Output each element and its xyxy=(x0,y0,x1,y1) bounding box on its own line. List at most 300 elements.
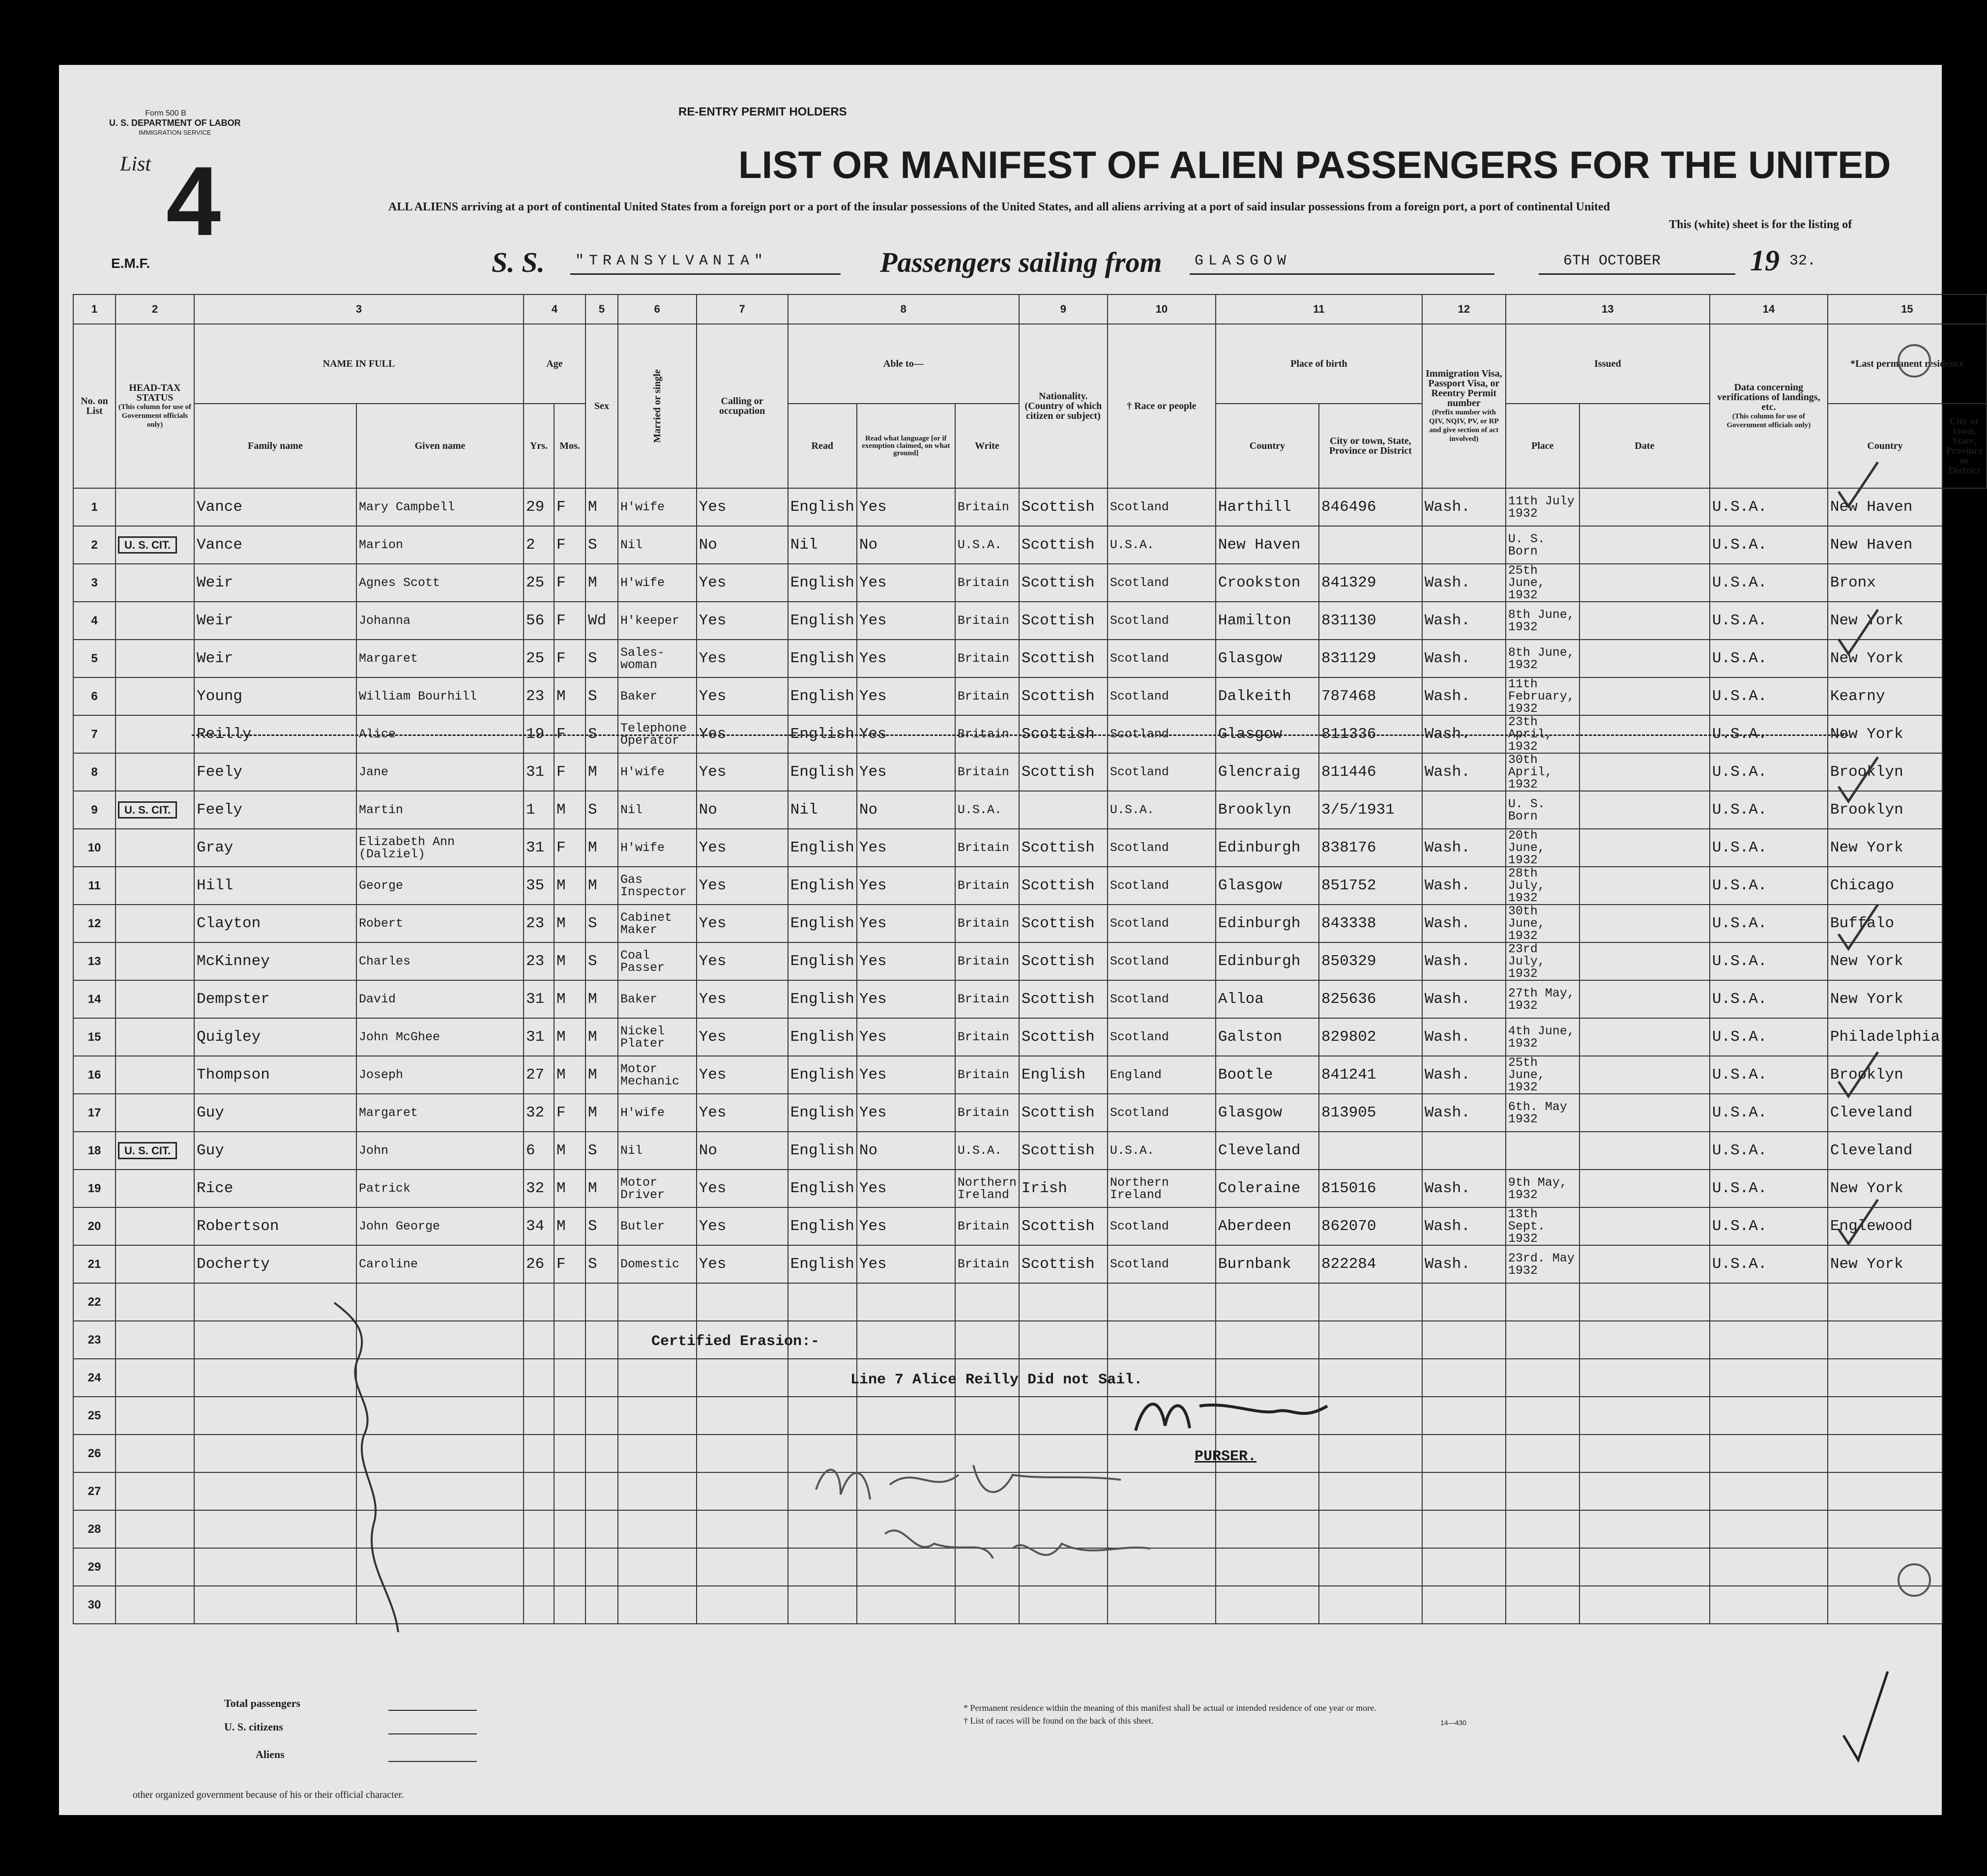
verifications-header xyxy=(1710,324,1828,488)
marital-status xyxy=(585,1359,618,1397)
verifications xyxy=(1579,1359,1710,1397)
verifications xyxy=(1579,488,1710,526)
row-number: 16 xyxy=(73,1056,116,1094)
marital-status: M xyxy=(585,829,618,867)
nationality: Britain xyxy=(955,942,1019,980)
head-tax-cell xyxy=(116,1283,194,1321)
birth-country: U.S.A. xyxy=(1108,526,1216,564)
head-tax-cell xyxy=(116,640,194,677)
read-language xyxy=(788,1397,857,1435)
total-passengers-label: Total passengers xyxy=(224,1697,301,1709)
res-city-header: City or town, State, Province or District xyxy=(1942,404,1987,488)
birth-city: Galston xyxy=(1216,1018,1319,1056)
residence-city: New York xyxy=(1828,942,1942,980)
issued-header: Issued xyxy=(1506,324,1710,404)
issued-date: U. S. Born xyxy=(1506,791,1579,829)
residence-country: U.S.A. xyxy=(1710,602,1828,640)
country-header: Country xyxy=(1216,404,1319,488)
can-read xyxy=(697,1397,788,1435)
given-name: Marion xyxy=(356,526,524,564)
age-years: 26 xyxy=(524,1245,554,1283)
can-read xyxy=(697,1283,788,1321)
birth-country: U.S.A. xyxy=(1108,791,1216,829)
marital-status: S xyxy=(585,791,618,829)
age-years: 23 xyxy=(524,905,554,942)
occupation: Coal Passer xyxy=(618,942,697,980)
race xyxy=(1019,1321,1108,1359)
head-tax-cell xyxy=(116,602,194,640)
age-years: 1 xyxy=(524,791,554,829)
issued-place xyxy=(1422,1586,1506,1624)
can-write: Yes xyxy=(857,602,955,640)
subtitle-line1: ALL ALIENS arriving at a port of continental United States from a foreign port or a port of the insular possessions of the United States, and all aliens arriving at a port of said insular possessions from a foreign port, a port of continental United xyxy=(388,201,1610,213)
row-number: 9 xyxy=(73,791,116,829)
read-language: English xyxy=(788,867,857,905)
last-residence-header: *Last permanent residence xyxy=(1828,324,1987,404)
age-years: 23 xyxy=(524,677,554,715)
nationality: Britain xyxy=(955,867,1019,905)
birth-country: England xyxy=(1108,1056,1216,1094)
marital-status xyxy=(585,1435,618,1472)
residence-city xyxy=(1828,1472,1942,1510)
residence-country: U.S.A. xyxy=(1710,829,1828,867)
issued-place: Wash. xyxy=(1422,1018,1506,1056)
residence-country: U.S.A. xyxy=(1710,1018,1828,1056)
row-number: 17 xyxy=(73,1094,116,1132)
given-name: Margaret xyxy=(356,1094,524,1132)
date-underline xyxy=(1539,273,1735,275)
sex: M xyxy=(554,1207,585,1245)
occupation: H'wife xyxy=(618,564,697,602)
marital-status: M xyxy=(585,867,618,905)
nationality: U.S.A. xyxy=(955,791,1019,829)
race: Scottish xyxy=(1019,980,1108,1018)
residence-country: U.S.A. xyxy=(1710,1132,1828,1170)
married-header-text: Married or single xyxy=(651,369,663,443)
birth-city: Aberdeen xyxy=(1216,1207,1319,1245)
residence-city: New York xyxy=(1828,829,1942,867)
verifications xyxy=(1579,942,1710,980)
verifications xyxy=(1579,1397,1710,1435)
read-language: English xyxy=(788,564,857,602)
family-name: Weir xyxy=(194,564,356,602)
age-years: 31 xyxy=(524,980,554,1018)
age-years xyxy=(524,1472,554,1510)
occupation: H'wife xyxy=(618,829,697,867)
visa-number: 829802 xyxy=(1319,1018,1422,1056)
residence-city: Cleveland xyxy=(1828,1132,1942,1170)
verifications xyxy=(1579,1548,1710,1586)
issued-date: 23rd July, 1932 xyxy=(1506,942,1579,980)
verifications xyxy=(1579,1207,1710,1245)
issued-date xyxy=(1506,1586,1579,1624)
issued-place xyxy=(1422,1132,1506,1170)
marital-status: S xyxy=(585,1132,618,1170)
can-read: Yes xyxy=(697,602,788,640)
race: Scottish xyxy=(1019,942,1108,980)
row-number: 23 xyxy=(73,1321,116,1359)
marital-status: Wd xyxy=(585,602,618,640)
age-years xyxy=(524,1548,554,1586)
birth-country: Scotland xyxy=(1108,1094,1216,1132)
age-years: 31 xyxy=(524,829,554,867)
age-years xyxy=(524,1435,554,1472)
visa-number: 846496 xyxy=(1319,488,1422,526)
sex: M xyxy=(554,1018,585,1056)
race xyxy=(1019,791,1108,829)
age-years xyxy=(524,1359,554,1397)
birth-city: Harthill xyxy=(1216,488,1319,526)
marital-status: S xyxy=(585,677,618,715)
birth-country: Scotland xyxy=(1108,602,1216,640)
birth-country: Scotland xyxy=(1108,753,1216,791)
head-tax-header xyxy=(116,324,194,488)
birth-city: Glasgow xyxy=(1216,640,1319,677)
row-number: 20 xyxy=(73,1207,116,1245)
residence-country xyxy=(1710,1321,1828,1359)
race: Scottish xyxy=(1019,715,1108,753)
marital-status: M xyxy=(585,1094,618,1132)
given-name: Caroline xyxy=(356,1245,524,1283)
can-read: Yes xyxy=(697,1018,788,1056)
residence-country xyxy=(1710,1548,1828,1586)
sex: F xyxy=(554,829,585,867)
row-number: 5 xyxy=(73,640,116,677)
row-number: 6 xyxy=(73,677,116,715)
visa-number xyxy=(1319,1283,1422,1321)
issued-date: 4th June, 1932 xyxy=(1506,1018,1579,1056)
residence-country: U.S.A. xyxy=(1710,942,1828,980)
head-tax-cell xyxy=(116,1586,194,1624)
age-years: 32 xyxy=(524,1094,554,1132)
verifications xyxy=(1579,677,1710,715)
head-tax-cell xyxy=(116,1245,194,1283)
can-write: No xyxy=(857,526,955,564)
row-number: 8 xyxy=(73,753,116,791)
residence-city: Bronx xyxy=(1828,564,1942,602)
residence-country: U.S.A. xyxy=(1710,488,1828,526)
occupation: Cabinet Maker xyxy=(618,905,697,942)
issued-place xyxy=(1422,1321,1506,1359)
can-write: Yes xyxy=(857,1207,955,1245)
given-name: Jane xyxy=(356,753,524,791)
visa-number: 813905 xyxy=(1319,1094,1422,1132)
family-name: Weir xyxy=(194,602,356,640)
occupation: H'keeper xyxy=(618,602,697,640)
residence-country xyxy=(1710,1435,1828,1472)
residence-city: Brooklyn xyxy=(1828,753,1942,791)
verifications xyxy=(1579,1510,1710,1548)
race: Scottish xyxy=(1019,1245,1108,1283)
table-row xyxy=(73,526,1987,564)
subtitle-line2: This (white) sheet is for the listing of xyxy=(1669,218,1852,231)
residence-country: U.S.A. xyxy=(1710,980,1828,1018)
column-numbers-row xyxy=(73,294,1987,324)
col-number: 7 xyxy=(697,294,788,324)
issued-date xyxy=(1506,1321,1579,1359)
binding-hole xyxy=(1898,1563,1931,1597)
place-header: Place xyxy=(1506,404,1579,488)
sex xyxy=(554,1283,585,1321)
age-years: 6 xyxy=(524,1132,554,1170)
visa-number xyxy=(1319,1548,1422,1586)
row-number: 19 xyxy=(73,1170,116,1207)
nationality: Northern Ireland xyxy=(955,1170,1019,1207)
nationality: Britain xyxy=(955,905,1019,942)
occupation: Nickel Plater xyxy=(618,1018,697,1056)
head-tax-cell xyxy=(116,715,194,753)
col-number: 14 xyxy=(1710,294,1828,324)
visa-number: 831129 xyxy=(1319,640,1422,677)
head-tax-cell xyxy=(116,942,194,980)
sex: M xyxy=(554,1132,585,1170)
can-write: Yes xyxy=(857,640,955,677)
read-language: English xyxy=(788,1094,857,1132)
head-tax-cell xyxy=(116,564,194,602)
family-name: Dempster xyxy=(194,980,356,1018)
issued-place xyxy=(1422,1435,1506,1472)
department: U. S. DEPARTMENT OF LABOR xyxy=(109,118,241,128)
sex xyxy=(554,1548,585,1586)
birth-city: Glencraig xyxy=(1216,753,1319,791)
can-write: Yes xyxy=(857,1056,955,1094)
verifications-title: Data concerning verifications of landings, etc. xyxy=(1717,382,1820,412)
nationality: Britain xyxy=(955,1207,1019,1245)
verifications xyxy=(1579,1435,1710,1472)
table-row xyxy=(73,488,1987,526)
given-name: William Bourhill xyxy=(356,677,524,715)
residence-country xyxy=(1710,1586,1828,1624)
birth-country: Scotland xyxy=(1108,1207,1216,1245)
write-header: Write xyxy=(955,404,1019,488)
issued-date xyxy=(1506,1132,1579,1170)
family-name: McKinney xyxy=(194,942,356,980)
list-number: 4 xyxy=(166,147,221,256)
read-language xyxy=(788,1359,857,1397)
marital-status: S xyxy=(585,640,618,677)
residence-country: U.S.A. xyxy=(1710,526,1828,564)
given-name: Robert xyxy=(356,905,524,942)
occupation xyxy=(618,1283,697,1321)
emf-label: E.M.F. xyxy=(111,256,150,271)
visa-number: 787468 xyxy=(1319,677,1422,715)
occupation: Motor Mechanic xyxy=(618,1056,697,1094)
residence-country: U.S.A. xyxy=(1710,753,1828,791)
sex xyxy=(554,1510,585,1548)
sex: M xyxy=(554,905,585,942)
visa-title: Immigration Visa, Passport Visa, or Reentry Permit number xyxy=(1426,368,1502,409)
table-row xyxy=(73,980,1987,1018)
birth-country xyxy=(1108,1321,1216,1359)
sex: M xyxy=(554,942,585,980)
given-name: Charles xyxy=(356,942,524,980)
visa-number xyxy=(1319,1321,1422,1359)
issued-place: Wash. xyxy=(1422,905,1506,942)
ship-underline xyxy=(570,273,841,275)
nationality xyxy=(955,1321,1019,1359)
residence-country: U.S.A. xyxy=(1710,715,1828,753)
header-row-1 xyxy=(73,324,1987,404)
birth-country: Scotland xyxy=(1108,488,1216,526)
can-read: Yes xyxy=(697,905,788,942)
residence-city: Brooklyn xyxy=(1828,791,1942,829)
family-name: Thompson xyxy=(194,1056,356,1094)
issued-place: Wash. xyxy=(1422,1245,1506,1283)
sex: F xyxy=(554,488,585,526)
marital-status xyxy=(585,1472,618,1510)
nationality: Britain xyxy=(955,602,1019,640)
residence-city xyxy=(1828,1510,1942,1548)
res-country-header: Country xyxy=(1828,404,1942,488)
occupation: H'wife xyxy=(618,488,697,526)
verifications xyxy=(1579,1472,1710,1510)
verifications xyxy=(1579,867,1710,905)
purser-label: PURSER. xyxy=(1195,1448,1257,1465)
city-header: City or town, State, Province or District xyxy=(1319,404,1422,488)
residence-city: New York xyxy=(1828,640,1942,677)
residence-city: Philadelphia xyxy=(1828,1018,1942,1056)
family-name: Hill xyxy=(194,867,356,905)
col-number: 8 xyxy=(788,294,1019,324)
marital-status xyxy=(585,1586,618,1624)
birth-country: Scotland xyxy=(1108,867,1216,905)
birth-city xyxy=(1216,1283,1319,1321)
col-number: 10 xyxy=(1108,294,1216,324)
occupation: Baker xyxy=(618,677,697,715)
visa-number: 841241 xyxy=(1319,1056,1422,1094)
verifications xyxy=(1579,602,1710,640)
age-years: 32 xyxy=(524,1170,554,1207)
head-tax-cell xyxy=(116,1094,194,1132)
marital-status: S xyxy=(585,905,618,942)
col-number: 6 xyxy=(618,294,697,324)
port-name: GLASGOW xyxy=(1195,253,1291,269)
residence-city: Chicago xyxy=(1828,867,1942,905)
visa-number xyxy=(1319,1586,1422,1624)
race: Scottish xyxy=(1019,677,1108,715)
issued-date xyxy=(1506,1435,1579,1472)
sex: F xyxy=(554,715,585,753)
can-read xyxy=(697,1359,788,1397)
residence-country xyxy=(1710,1397,1828,1435)
nationality: Britain xyxy=(955,677,1019,715)
verifications xyxy=(1579,1586,1710,1624)
issued-place: Wash. xyxy=(1422,715,1506,753)
table-row xyxy=(73,564,1987,602)
residence-country: U.S.A. xyxy=(1710,564,1828,602)
can-read xyxy=(697,1435,788,1472)
marital-status: S xyxy=(585,715,618,753)
can-write: Yes xyxy=(857,677,955,715)
head-tax-cell xyxy=(116,1056,194,1094)
occupation: Nil xyxy=(618,1132,697,1170)
read-language: English xyxy=(788,602,857,640)
read-language: English xyxy=(788,1245,857,1283)
col-number: 3 xyxy=(194,294,524,324)
row-number: 11 xyxy=(73,867,116,905)
age-years: 19 xyxy=(524,715,554,753)
sex xyxy=(554,1472,585,1510)
sex: F xyxy=(554,1094,585,1132)
birth-country: Scotland xyxy=(1108,1245,1216,1283)
us-citizen-stamp: U. S. CIT. xyxy=(118,801,177,819)
family-name-header: Family name xyxy=(194,404,356,488)
can-read: Yes xyxy=(697,867,788,905)
sex: F xyxy=(554,640,585,677)
can-write: Yes xyxy=(857,1094,955,1132)
given-name: Margaret xyxy=(356,640,524,677)
visa-number: 811446 xyxy=(1319,753,1422,791)
head-tax-cell xyxy=(116,905,194,942)
handwritten-signature xyxy=(806,1445,1249,1593)
family-name: Guy xyxy=(194,1132,356,1170)
can-write: Yes xyxy=(857,564,955,602)
can-write: Yes xyxy=(857,1245,955,1283)
can-read: Yes xyxy=(697,488,788,526)
residence-city: New York xyxy=(1828,1245,1942,1283)
can-read: Yes xyxy=(697,715,788,753)
issued-place: Wash. xyxy=(1422,1207,1506,1245)
issued-date: 8th June, 1932 xyxy=(1506,640,1579,677)
read-language: English xyxy=(788,1170,857,1207)
birth-city: Edinburgh xyxy=(1216,829,1319,867)
row-number: 24 xyxy=(73,1359,116,1397)
can-write: Yes xyxy=(857,867,955,905)
row-number: 28 xyxy=(73,1510,116,1548)
race-header: † Race or people xyxy=(1108,324,1216,488)
sex xyxy=(554,1397,585,1435)
can-write: Yes xyxy=(857,488,955,526)
footnote-races: † List of races will be found on the back of this sheet. xyxy=(964,1716,1154,1726)
birth-city xyxy=(1216,1321,1319,1359)
col-number: 1 xyxy=(73,294,116,324)
binding-hole xyxy=(1898,344,1931,378)
footnote-residence: * Permanent residence within the meaning of this manifest shall be actual or intended residence of one year or more. xyxy=(964,1703,1376,1713)
race: Scottish xyxy=(1019,602,1108,640)
line7-strikethrough xyxy=(192,734,1848,736)
year-prefix: 19 xyxy=(1750,244,1780,277)
birth-city: Edinburgh xyxy=(1216,905,1319,942)
can-read: No xyxy=(697,791,788,829)
residence-city: New York xyxy=(1828,980,1942,1018)
issued-date xyxy=(1506,1283,1579,1321)
occupation: H'wife xyxy=(618,753,697,791)
head-tax-cell xyxy=(116,1207,194,1245)
row-number: 13 xyxy=(73,942,116,980)
row-number: 12 xyxy=(73,905,116,942)
family-name: Feely xyxy=(194,791,356,829)
year-suffix: 32. xyxy=(1789,253,1816,269)
read-language: English xyxy=(788,1018,857,1056)
residence-country: U.S.A. xyxy=(1710,640,1828,677)
given-name: Johanna xyxy=(356,602,524,640)
given-name: Agnes Scott xyxy=(356,564,524,602)
issued-date xyxy=(1506,1548,1579,1586)
age-years: 25 xyxy=(524,564,554,602)
marital-status: S xyxy=(585,526,618,564)
table-row xyxy=(73,1056,1987,1094)
can-write: No xyxy=(857,1132,955,1170)
race: Scottish xyxy=(1019,488,1108,526)
issued-date: 27th May, 1932 xyxy=(1506,980,1579,1018)
occupation xyxy=(618,1472,697,1510)
marital-status: M xyxy=(585,1018,618,1056)
occupation: Baker xyxy=(618,980,697,1018)
issued-place: Wash. xyxy=(1422,677,1506,715)
can-read: Yes xyxy=(697,829,788,867)
read-language: English xyxy=(788,715,857,753)
margin-scribble xyxy=(324,1288,433,1642)
